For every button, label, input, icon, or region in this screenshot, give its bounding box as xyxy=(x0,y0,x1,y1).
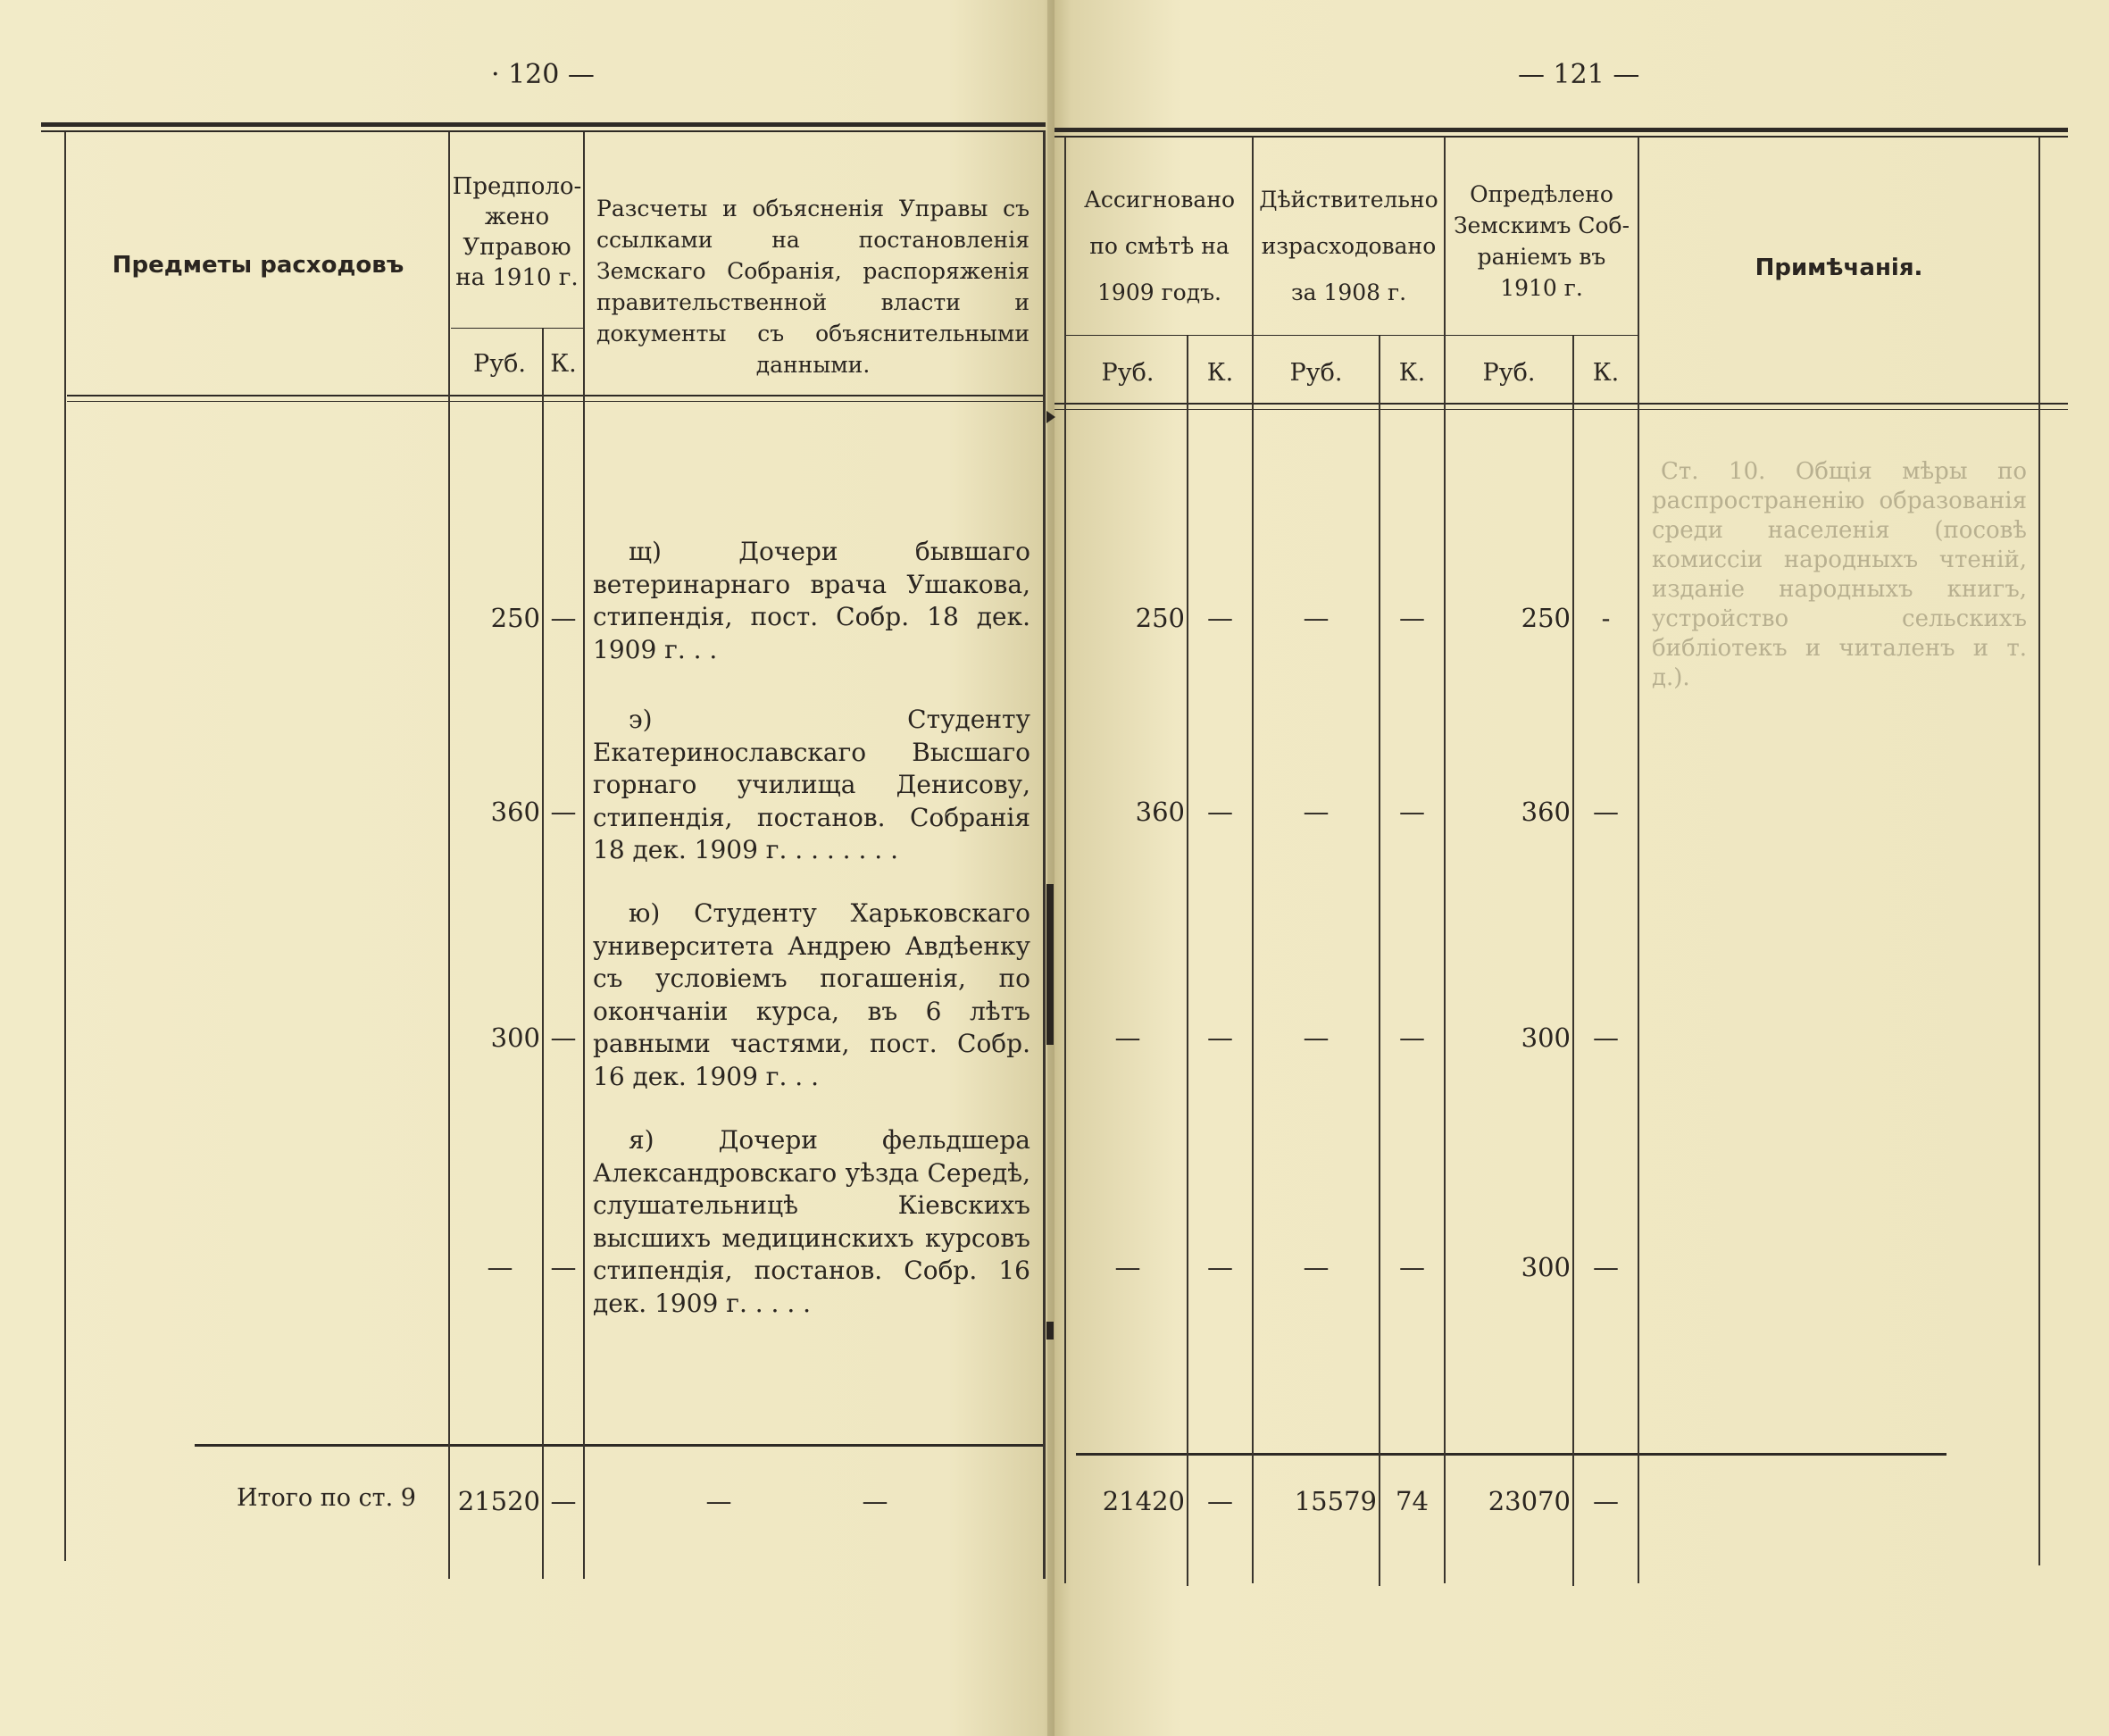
proposed-rub: — xyxy=(487,1252,513,1282)
vline-items xyxy=(448,132,450,1579)
determined-rub: 250 xyxy=(1521,603,1571,633)
header-rule-right-thin xyxy=(1054,409,2068,410)
vline-right-outer xyxy=(2038,137,2040,1565)
vline-proposed-kop xyxy=(542,329,544,1579)
entry-text: э) Студенту Екатеринославскаго Высшаго горнаго училища Денисову, стипендія, постанов. Собранія 18 дек. 1909 г. . . . . . . . xyxy=(593,705,1030,864)
determined-kop: — xyxy=(1593,1252,1619,1282)
header-spent-rub: Руб. xyxy=(1289,359,1343,387)
determined-kop: — xyxy=(1593,1022,1619,1053)
spent-rub: — xyxy=(1303,1252,1330,1282)
page-number-right: — 121 — xyxy=(1518,59,1640,90)
determined-rub: 300 xyxy=(1521,1252,1571,1282)
entry-text: ю) Студенту Харьковскаго университета Андрею Авдѣенку съ условіемъ погашенія, по окончаніи курса, въ 6 лѣтъ равными частями, пост. Собр. 16 дек. 1909 г. . . xyxy=(593,898,1030,1091)
vline-assigned xyxy=(1252,137,1254,1583)
header-proposed: Предполо- жено Управою на 1910 г. xyxy=(452,173,582,291)
total-spent-kop: 74 xyxy=(1396,1486,1429,1516)
total-spent-rub: 15579 xyxy=(1294,1486,1377,1516)
header-spent-kop: К. xyxy=(1398,359,1426,387)
total-assigned-rub: 21420 xyxy=(1102,1486,1185,1516)
header-proposed-kop: К. xyxy=(550,350,577,378)
total-proposed-rub: 21520 xyxy=(457,1486,540,1516)
proposed-rub: 300 xyxy=(490,1022,540,1053)
vline-determined xyxy=(1638,137,1639,1583)
header-proposed-rub: Руб. xyxy=(473,350,526,378)
total-determined-rub: 23070 xyxy=(1488,1486,1571,1516)
determined-rub: 360 xyxy=(1521,797,1571,827)
assigned-kop: — xyxy=(1207,1252,1233,1282)
assigned-kop: — xyxy=(1207,1022,1233,1053)
total-expl-dash: — xyxy=(862,1486,888,1516)
assigned-rub: — xyxy=(1114,1022,1141,1053)
total-expl-dash: — xyxy=(705,1486,732,1516)
assigned-kop: — xyxy=(1207,797,1233,827)
proposed-kop: — xyxy=(550,1022,577,1053)
top-rule-left-thin xyxy=(41,130,1046,132)
assigned-rub: — xyxy=(1114,1252,1141,1282)
header-assigned-kop: К. xyxy=(1206,359,1234,387)
proposed-rub: 250 xyxy=(490,603,540,633)
book-gutter xyxy=(1047,0,1054,1736)
header-assigned: Ассигновано по смѣтѣ на 1909 годъ. xyxy=(1083,187,1236,305)
header-rule-left xyxy=(67,395,1046,396)
spent-rub: — xyxy=(1303,603,1330,633)
spent-rub: — xyxy=(1303,797,1330,827)
vline-assigned-kop xyxy=(1187,336,1188,1586)
gutter-mark xyxy=(1046,884,1054,1045)
subheader-rule-proposed xyxy=(451,328,585,329)
header-spent: Дѣйствительно израсходовано за 1908 г. xyxy=(1259,187,1438,305)
top-rule-right xyxy=(1054,128,2068,132)
proposed-kop: — xyxy=(550,797,577,827)
total-assigned-kop: — xyxy=(1207,1486,1233,1516)
determined-rub: 300 xyxy=(1521,1022,1571,1053)
proposed-rub: 360 xyxy=(490,797,540,827)
assigned-kop: — xyxy=(1207,603,1233,633)
spent-rub: — xyxy=(1303,1022,1330,1053)
total-proposed-kop: — xyxy=(550,1486,577,1516)
header-rule-left-thin xyxy=(67,401,1046,402)
header-rule-right xyxy=(1054,403,2068,405)
vline-determined-kop xyxy=(1572,336,1574,1586)
vline-page-edge-left xyxy=(1043,132,1046,1579)
header-determined-rub: Руб. xyxy=(1482,359,1536,387)
header-notes: Примѣчанія. xyxy=(1755,255,1923,281)
vline-proposed xyxy=(583,132,585,1579)
spent-kop: — xyxy=(1399,603,1425,633)
header-items: Предметы расходовъ xyxy=(112,252,404,279)
page-number-left: · 120 — xyxy=(491,59,595,90)
subheader-rule-right xyxy=(1064,335,1638,336)
top-rule-left xyxy=(41,122,1046,127)
vline-spent-kop xyxy=(1379,336,1380,1586)
top-rule-right-thin xyxy=(1054,136,2068,138)
vline-left-outer xyxy=(64,132,66,1561)
determined-kop: - xyxy=(1601,603,1611,633)
proposed-kop: — xyxy=(550,1252,577,1282)
header-determined: Опредѣлено Земскимъ Соб- раніемъ въ 1910 г. xyxy=(1453,181,1630,301)
total-rule-left xyxy=(195,1444,1046,1447)
assigned-rub: 250 xyxy=(1135,603,1185,633)
determined-kop: — xyxy=(1593,797,1619,827)
spent-kop: — xyxy=(1399,1252,1425,1282)
entry-text: щ) Дочери бывшаго ветеринарнаго врача Ушакова, стипендія, пост. Собр. 18 дек. 1909 г. . . xyxy=(593,537,1030,664)
assigned-rub: 360 xyxy=(1135,797,1185,827)
spent-kop: — xyxy=(1399,1022,1425,1053)
gutter-mark xyxy=(1046,1322,1054,1340)
total-rule-right xyxy=(1076,1453,1946,1456)
total-determined-kop: — xyxy=(1593,1486,1619,1516)
vline-spent xyxy=(1444,137,1446,1583)
header-determined-kop: К. xyxy=(1592,359,1620,387)
vline-page-edge-right xyxy=(1064,137,1066,1583)
header-explanations: Разсчеты и объясненія Управы съ ссылками на постановленія Земскаго Собранія, распоряженія правительственной власти и документы съ объяснительными данными. xyxy=(596,196,1029,378)
total-label: Итого по ст. 9 xyxy=(237,1484,416,1512)
entry-text: я) Дочери фельдшера Александровскаго уѣзда Середѣ, слушательницѣ Кіевскихъ высшихъ медицинскихъ курсовъ стипендія, постанов. Собр. 16 дек. 1909 г. . . . . xyxy=(593,1125,1030,1318)
bleed-through-note: Ст. 10. Общія мѣры по распространенію образованія среди населенія (посовѣ комиссіи народныхъ чтеній, изданіе народныхъ книгъ, устройство сельскихъ библіотекъ и читаленъ и т. д.). xyxy=(1652,458,2027,691)
proposed-kop: — xyxy=(550,603,577,633)
header-assigned-rub: Руб. xyxy=(1101,359,1155,387)
spent-kop: — xyxy=(1399,797,1425,827)
